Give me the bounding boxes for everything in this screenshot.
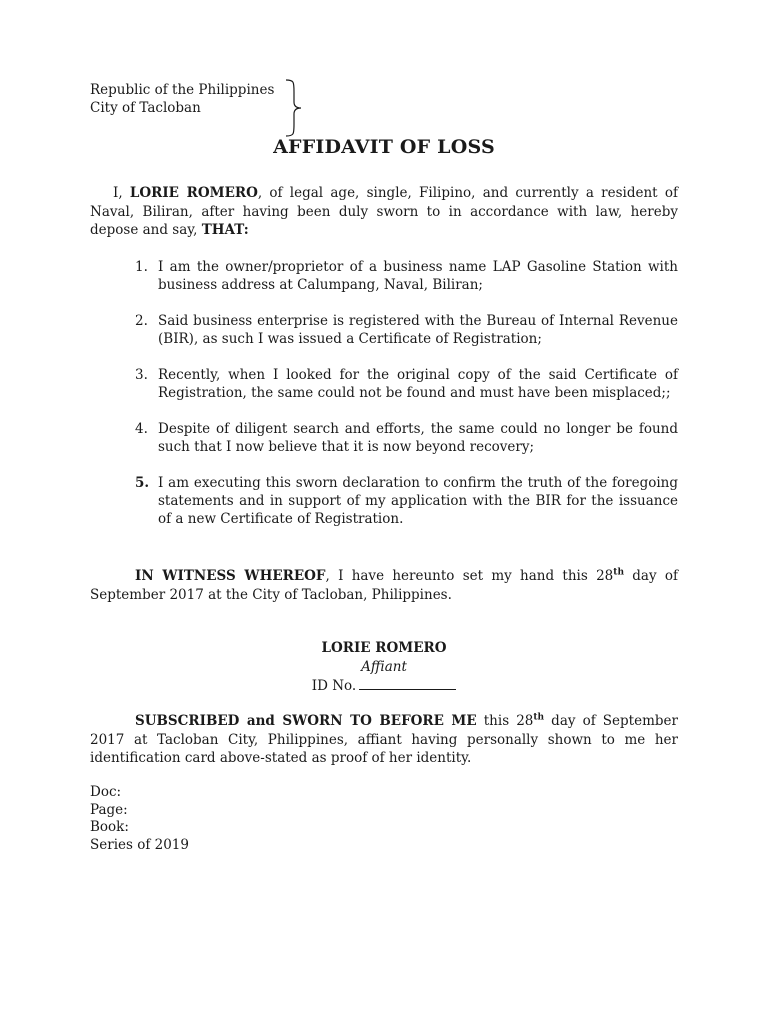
witness-text: , I have hereunto set my hand this 28 — [325, 568, 614, 584]
id-label: ID No. — [311, 678, 357, 694]
jurat-lead: SUBSCRIBED and SWORN TO BEFORE ME — [135, 713, 477, 729]
jurat-paragraph — [90, 712, 678, 768]
witness-lead: IN WITNESS WHEREOF — [135, 568, 326, 584]
venue-block — [90, 81, 274, 117]
document-title: AFFIDAVIT OF LOSS — [273, 136, 495, 158]
statement-item — [90, 474, 678, 528]
statement-item — [90, 366, 678, 402]
jurat-text: this 28 — [476, 713, 534, 729]
statement-item — [90, 420, 678, 456]
witness-text-end: day of September 2017 at the City of Tacloban, Philippines. — [90, 568, 679, 603]
venue-brace-icon — [284, 78, 306, 138]
statement-list — [90, 258, 678, 546]
signature-block — [0, 639, 768, 696]
statement-text: Recently, when I looked for the original copy of the said Certificate of Registration, the same could not be found and must have been misplaced;; — [158, 367, 678, 401]
affiant-name-inline: LORIE ROMERO — [129, 185, 258, 201]
statement-item — [90, 312, 678, 348]
notary-page: Page: — [90, 801, 128, 818]
statement-text: I am executing this sworn declaration to confirm the truth of the foregoing statements and in support of my application with the BIR for the issuance of a new Certificate of Registration. — [158, 475, 678, 527]
signatory-name: LORIE ROMERO — [321, 640, 447, 656]
intro-that: THAT: — [201, 222, 249, 238]
statement-number: 4. — [135, 421, 148, 437]
statement-number: 1. — [135, 259, 148, 275]
witness-paragraph — [90, 567, 678, 604]
notary-doc: Doc: — [90, 784, 122, 800]
notarial-register — [90, 784, 189, 854]
statement-text: Despite of diligent search and efforts, the same could no longer be found such that I now believe that it is now beyond recovery; — [158, 421, 678, 455]
witness-ordinal: th — [613, 567, 624, 578]
intro-text: , of legal age, single, Filipino, and currently a resident of Naval, Biliran, after having been duly sworn to in accordance with law, hereby depose and say, — [90, 185, 678, 238]
statement-text: Said business enterprise is registered with the Bureau of Internal Revenue (BIR), as such I was issued a Certificate of Registration; — [158, 313, 678, 347]
id-blank-line — [359, 677, 456, 690]
statement-text: I am the owner/proprietor of a business name LAP Gasoline Station with business address at Calumpang, Naval, Biliran; — [158, 259, 678, 293]
jurat-text-end: day of September 2017 at Tacloban City, Philippines, affiant having personally shown to me her identification card above-stated as proof of her identity. — [90, 713, 678, 766]
statement-number: 5. — [135, 475, 150, 491]
notary-series: Series of 2019 — [90, 836, 189, 853]
intro-pre: I, — [113, 185, 130, 201]
notary-book: Book: — [90, 819, 129, 835]
venue-city: City of Tacloban — [90, 100, 201, 116]
jurat-ordinal: th — [533, 712, 545, 723]
id-number-line — [0, 677, 768, 696]
statement-number: 3. — [135, 367, 148, 383]
signatory-role: Affiant — [361, 659, 407, 675]
statement-number: 2. — [135, 313, 148, 329]
intro-paragraph — [90, 184, 678, 240]
venue-republic: Republic of the Philippines — [90, 82, 275, 98]
statement-item — [90, 258, 678, 294]
